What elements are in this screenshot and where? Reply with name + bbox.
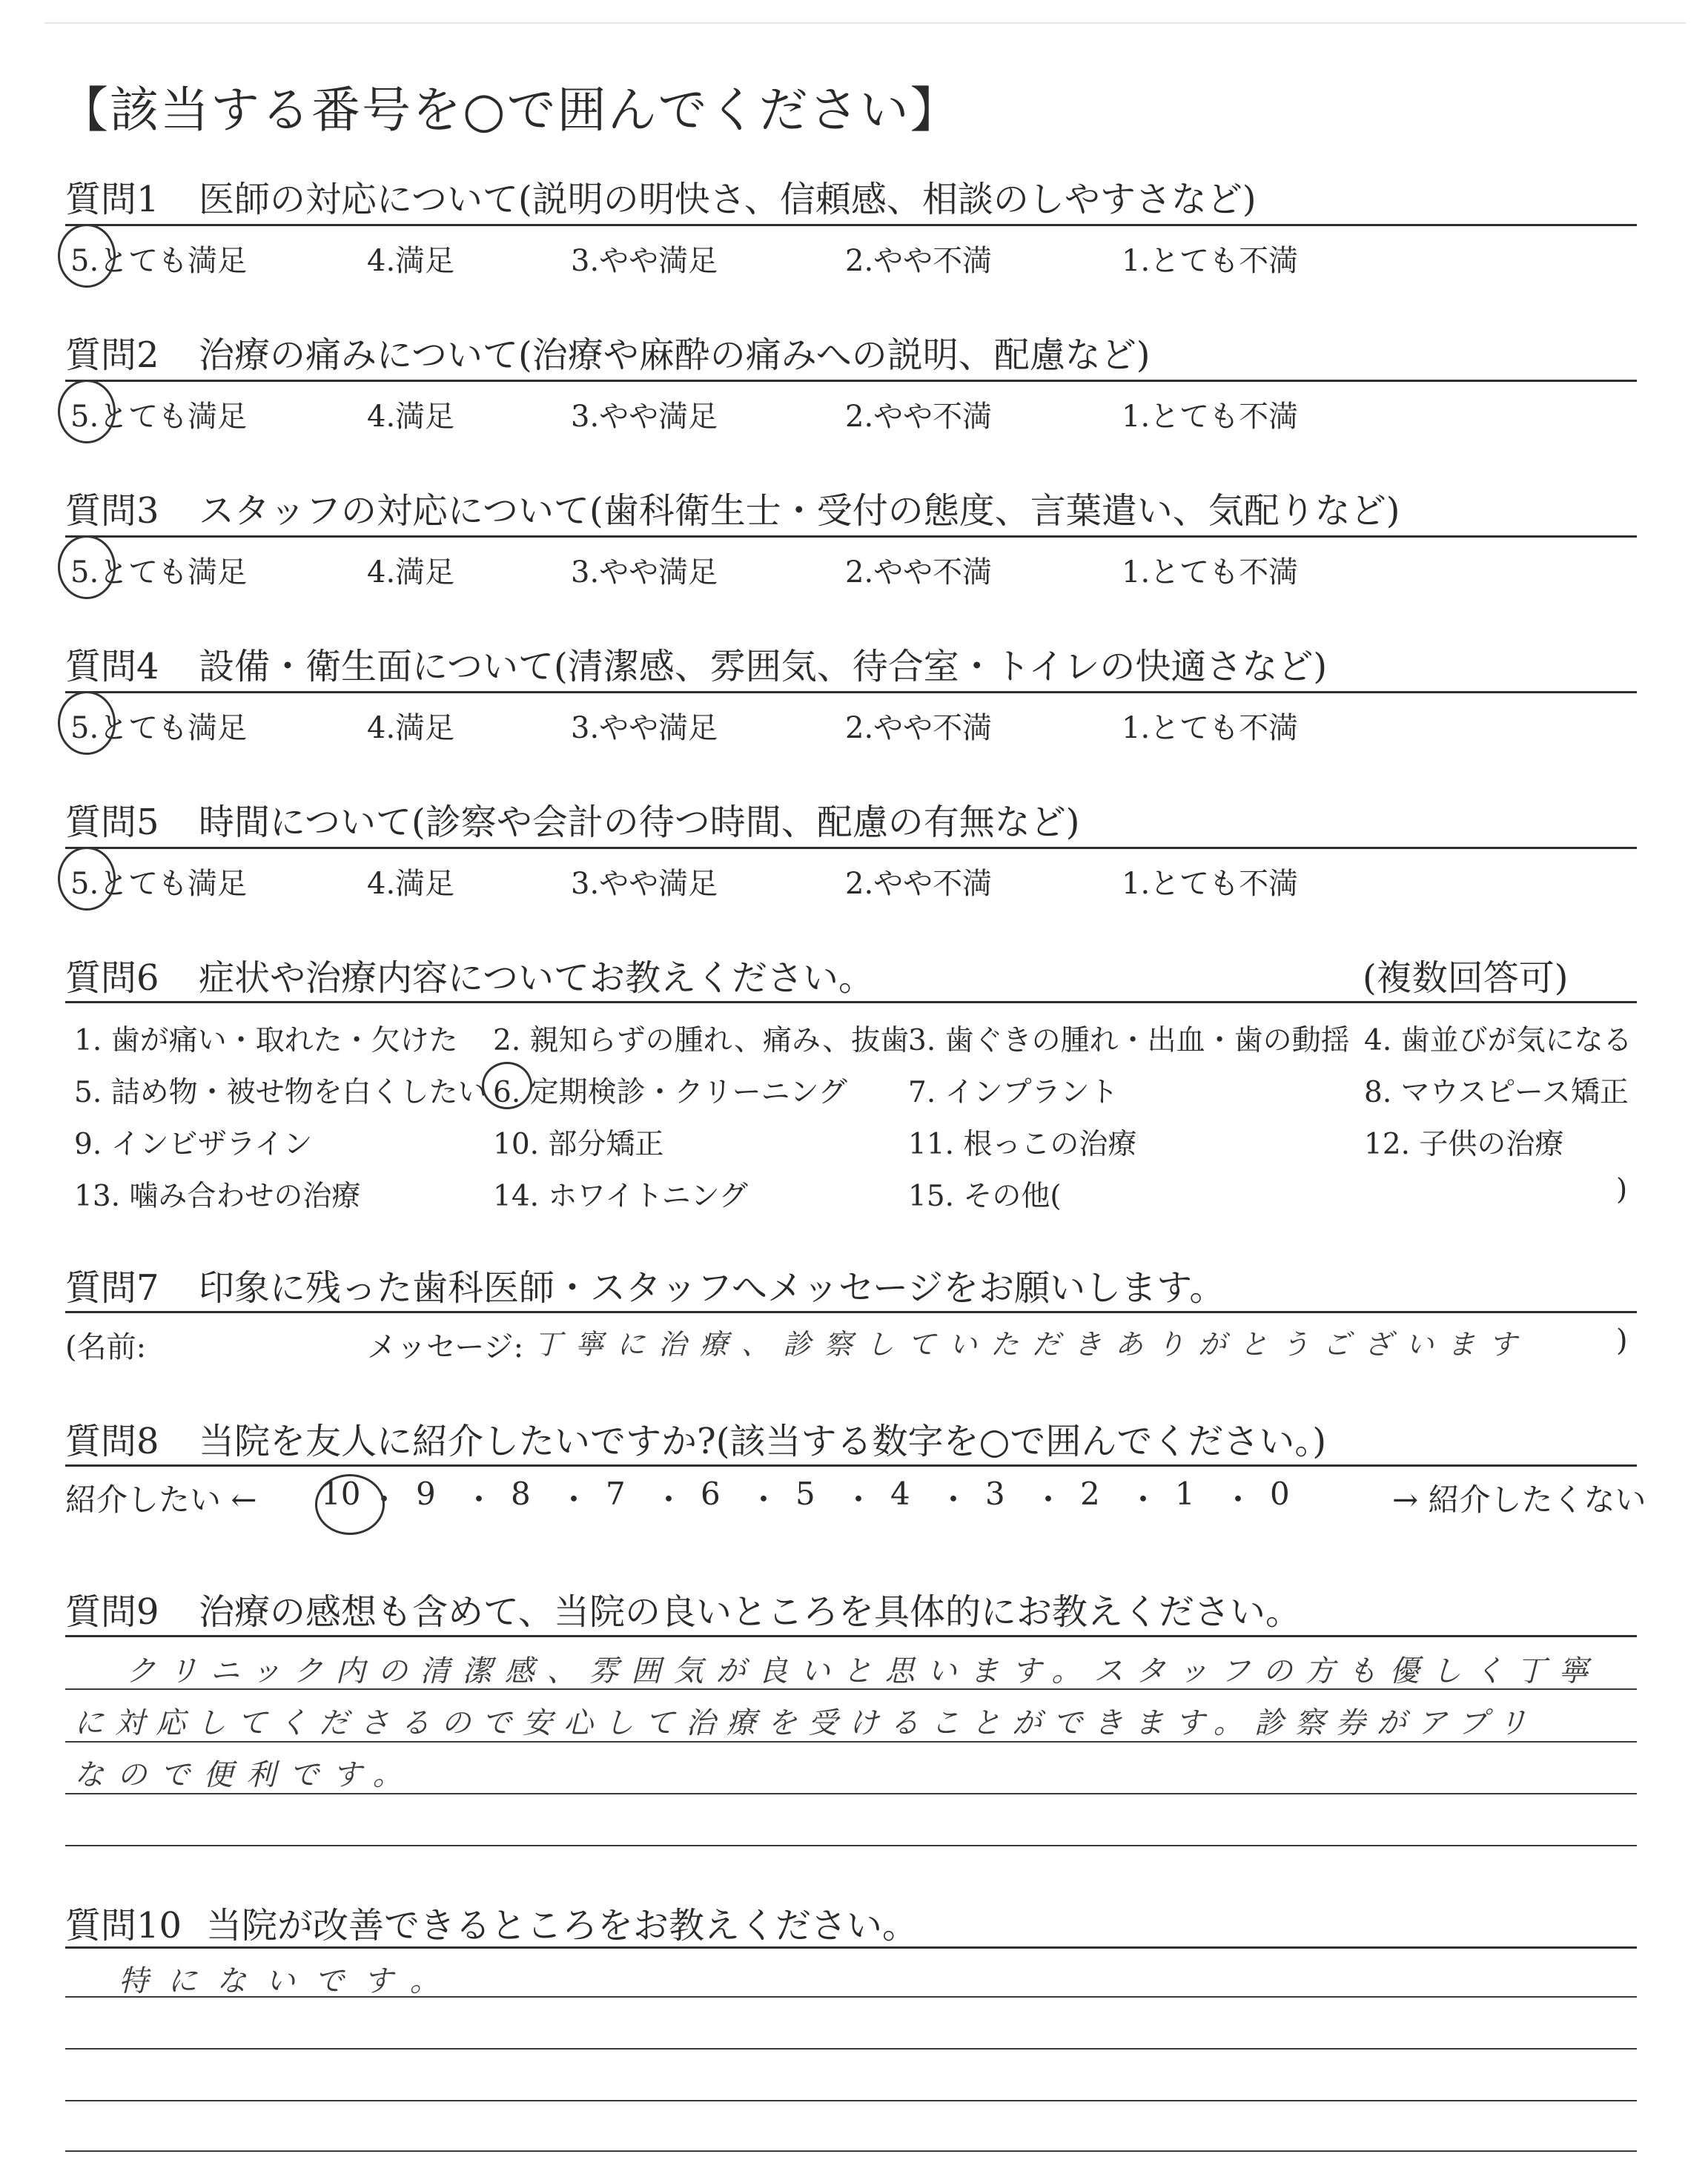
q9-ruled-line: [65, 1845, 1637, 1846]
q10-text: 当院が改善できるところをお教えください。: [206, 1905, 918, 1946]
q6-option[interactable]: 2. 親知らずの腫れ、痛み、抜歯: [493, 1024, 910, 1057]
top-border: [44, 22, 1686, 24]
answer-circle[interactable]: [58, 380, 116, 443]
rating-option[interactable]: 5.とても満足: [70, 555, 248, 589]
scale-separator: ・: [463, 1482, 495, 1518]
rating-option[interactable]: 2.やや不満: [845, 400, 993, 434]
q6-title: [65, 949, 874, 1000]
rating-option[interactable]: 5.とても満足: [70, 867, 248, 901]
rating-option[interactable]: 4.満足: [367, 244, 455, 278]
rating-option[interactable]: 1.とても不満: [1122, 555, 1299, 589]
rating-option[interactable]: 2.やや不満: [845, 711, 993, 745]
scale-value[interactable]: 10: [321, 1476, 361, 1512]
q6-selected-circle[interactable]: [482, 1062, 532, 1109]
q10-rule: [65, 1946, 1637, 1949]
scale-value[interactable]: 7: [606, 1476, 626, 1512]
rating-option[interactable]: 4.満足: [367, 867, 455, 901]
q10-line-1[interactable]: 特にないです。: [119, 1964, 459, 1998]
q8-right-label: → 紹介したくない: [1392, 1482, 1646, 1518]
scale-separator: ・: [1128, 1482, 1159, 1518]
question-rule: [65, 224, 1637, 226]
q6-option[interactable]: 8. マウスピース矯正: [1364, 1076, 1629, 1109]
q9-ruled-line: [65, 1688, 1637, 1690]
q9-number: 質問9: [65, 1591, 159, 1633]
q8-scale: [65, 1476, 1646, 1520]
q7-number: 質問7: [65, 1267, 159, 1309]
q9-text: 治療の感想も含めて、当院の良いところを具体的にお教えください。: [199, 1591, 1302, 1633]
q9-line-2[interactable]: に対応してくださるので安心して治療を受けることができます。診察券がアプリ: [74, 1706, 1539, 1740]
q9-ruled-line: [65, 1741, 1637, 1743]
q6-note: (複数回答可): [1363, 957, 1569, 999]
q8-number: 質問8: [65, 1421, 159, 1462]
scale-separator: ・: [1222, 1482, 1254, 1518]
rating-option[interactable]: 3.やや満足: [571, 711, 718, 745]
rating-option[interactable]: 2.やや不満: [845, 555, 993, 589]
scale-value[interactable]: 4: [890, 1476, 910, 1512]
q7-title: [65, 1259, 1225, 1310]
scale-value[interactable]: 0: [1270, 1476, 1290, 1512]
q9-title: [65, 1583, 1301, 1634]
page-title: 【該当する番号を○で囲んでください】: [59, 82, 961, 139]
q6-option[interactable]: 6. 定期検診・クリーニング: [493, 1076, 847, 1109]
rating-option[interactable]: 1.とても不満: [1122, 711, 1299, 745]
rating-option[interactable]: 1.とても不満: [1122, 400, 1299, 434]
q6-option[interactable]: 11. 根っこの治療: [908, 1128, 1137, 1161]
question-text: 時間について(診察や会計の待つ時間、配慮の有無など): [199, 802, 1080, 843]
q7-text: 印象に残った歯科医師・スタッフへメッセージをお願いします。: [199, 1267, 1225, 1309]
q7-close-paren: ): [1616, 1324, 1628, 1358]
answer-circle[interactable]: [58, 535, 116, 599]
answer-circle[interactable]: [58, 224, 116, 288]
q8-text: 当院を友人に紹介したいですか?(該当する数字を○で囲んでください。): [199, 1421, 1327, 1462]
rating-option[interactable]: 3.やや満足: [571, 244, 718, 278]
question-rule: [65, 535, 1637, 538]
q6-text: 症状や治療内容についてお教えください。: [199, 957, 875, 999]
q6-rule: [65, 1001, 1637, 1003]
scale-separator: ・: [653, 1482, 685, 1518]
q10-number: 質問10: [65, 1905, 182, 1946]
q6-option[interactable]: 10. 部分矯正: [493, 1128, 664, 1161]
q10-ruled-line: [65, 2150, 1637, 2152]
rating-option[interactable]: 5.とても満足: [70, 244, 248, 278]
rating-option[interactable]: 4.満足: [367, 711, 455, 745]
rating-option[interactable]: 4.満足: [367, 555, 455, 589]
question-title: [65, 482, 1400, 533]
question-title: [65, 171, 1257, 222]
answer-circle[interactable]: [58, 847, 116, 911]
rating-option[interactable]: 1.とても不満: [1122, 244, 1299, 278]
question-number: 質問5: [65, 802, 159, 843]
scale-value[interactable]: 9: [416, 1476, 436, 1512]
q8-title: [65, 1413, 1326, 1464]
scale-value[interactable]: 5: [795, 1476, 815, 1512]
q9-ruled-line: [65, 1793, 1637, 1794]
q6-option[interactable]: 14. ホワイトニング: [493, 1180, 748, 1213]
rating-option[interactable]: 3.やや満足: [571, 555, 718, 589]
question-number: 質問3: [65, 490, 159, 532]
q6-option[interactable]: 9. インビザライン: [74, 1128, 313, 1161]
question-number: 質問2: [65, 334, 159, 376]
q6-close-paren: ): [1616, 1173, 1628, 1206]
q7-message-label: メッセージ:: [367, 1330, 524, 1364]
answer-circle[interactable]: [58, 691, 116, 755]
question-text: スタッフの対応について(歯科衛生士・受付の態度、言葉遣い、気配りなど): [199, 490, 1400, 532]
q10-ruled-line: [65, 2100, 1637, 2101]
question-text: 医師の対応について(説明の明快さ、信頼感、相談のしやすさなど): [199, 179, 1257, 220]
q6-option[interactable]: 7. インプラント: [908, 1076, 1119, 1109]
rating-option[interactable]: 5.とても満足: [70, 711, 248, 745]
q7-name-label: (名前:: [65, 1330, 147, 1364]
q8-left-label: 紹介したい ←: [65, 1482, 257, 1518]
scale-separator: ・: [368, 1482, 400, 1518]
q6-option[interactable]: 4. 歯並びが気になる: [1364, 1024, 1632, 1057]
q9-line-3[interactable]: なので便利です。: [74, 1758, 416, 1792]
q6-option[interactable]: 15. その他(: [908, 1180, 1062, 1213]
question-title: [65, 638, 1327, 689]
question-text: 設備・衛生面について(清潔感、雰囲気、待合室・トイレの快適さなど): [199, 646, 1328, 687]
question-title: [65, 793, 1080, 845]
q6-number: 質問6: [65, 957, 159, 999]
q10-ruled-line: [65, 1996, 1637, 1998]
rating-option[interactable]: 2.やや不満: [845, 867, 993, 901]
q6-option[interactable]: 5. 詰め物・被せ物を白くしたい: [74, 1076, 487, 1109]
rating-option[interactable]: 3.やや満足: [571, 400, 718, 434]
q6-option[interactable]: 3. 歯ぐきの腫れ・出血・歯の動揺: [908, 1024, 1350, 1057]
q9-rule: [65, 1635, 1637, 1637]
q7-rule: [65, 1311, 1637, 1313]
scale-separator: ・: [748, 1482, 780, 1518]
scale-value[interactable]: 6: [701, 1476, 721, 1512]
rating-option[interactable]: 3.やや満足: [571, 867, 718, 901]
question-rule: [65, 380, 1637, 382]
scale-value[interactable]: 3: [985, 1476, 1005, 1512]
rating-option[interactable]: 2.やや不満: [845, 244, 993, 278]
question-title: [65, 326, 1151, 377]
rating-option[interactable]: 5.とても満足: [70, 400, 248, 434]
q7-message[interactable]: 丁寧に治療、診察していただきありがとうございます: [534, 1328, 1531, 1361]
question-rule: [65, 691, 1637, 693]
scale-separator: ・: [1033, 1482, 1065, 1518]
q8-selected-circle[interactable]: [315, 1474, 385, 1535]
scale-separator: ・: [558, 1482, 590, 1518]
question-number: 質問4: [65, 646, 159, 687]
question-text: 治療の痛みについて(治療や麻酔の痛みへの説明、配慮など): [199, 334, 1151, 376]
rating-option[interactable]: 1.とても不満: [1122, 867, 1299, 901]
question-rule: [65, 847, 1637, 849]
q6-option[interactable]: 13. 噛み合わせの治療: [74, 1180, 361, 1213]
q10-title: [65, 1897, 918, 1948]
scale-separator: ・: [938, 1482, 970, 1518]
question-number: 質問1: [65, 179, 159, 220]
q8-rule: [65, 1464, 1637, 1467]
scale-value[interactable]: 1: [1175, 1476, 1195, 1512]
scale-value[interactable]: 2: [1080, 1476, 1100, 1512]
q6-option[interactable]: 12. 子供の治療: [1364, 1128, 1564, 1161]
scale-separator: ・: [843, 1482, 875, 1518]
scale-value[interactable]: 8: [511, 1476, 531, 1512]
q10-ruled-line: [65, 2048, 1637, 2050]
q6-option[interactable]: 1. 歯が痛い・取れた・欠けた: [74, 1024, 458, 1057]
rating-option[interactable]: 4.満足: [367, 400, 455, 434]
q9-line-1[interactable]: クリニック内の清潔感、雰囲気が良いと思います。スタッフの方も優しく丁寧: [126, 1654, 1601, 1688]
